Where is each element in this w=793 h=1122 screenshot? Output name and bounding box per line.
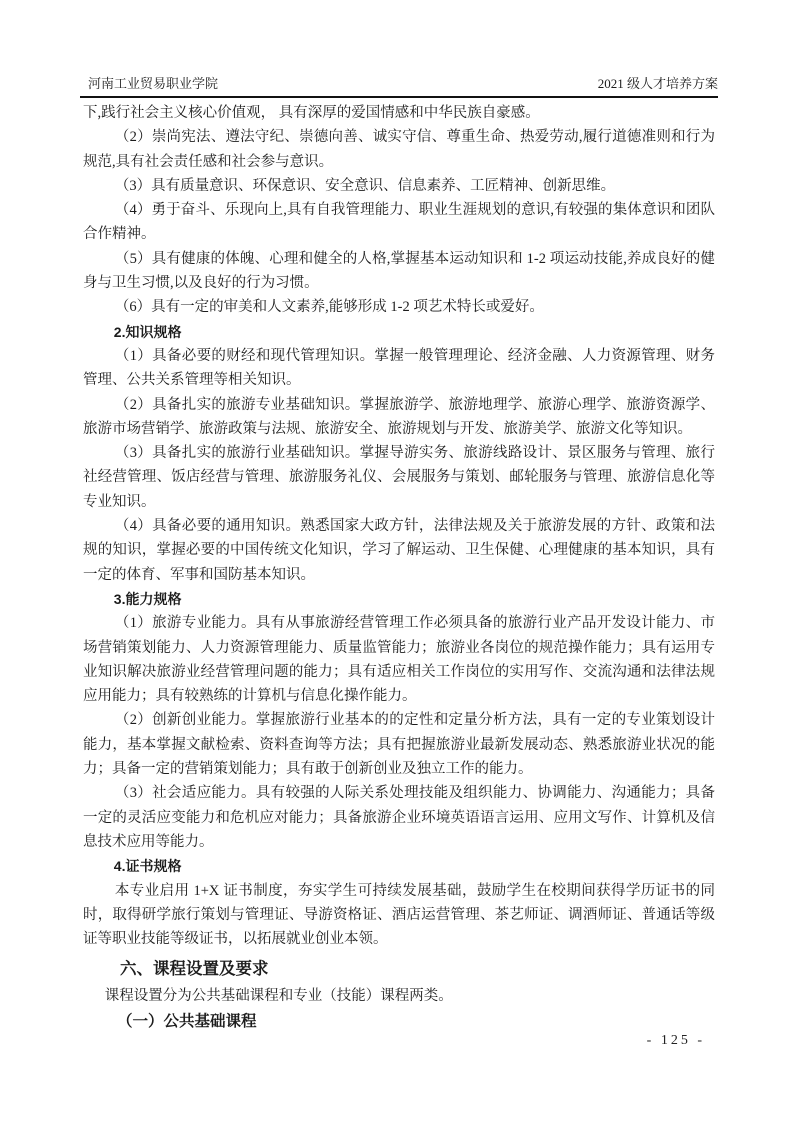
header-school-name: 河南工业贸易职业学院 <box>88 76 219 91</box>
body-paragraph: 课程设置分为公共基础课程和专业（技能）课程两类。 <box>104 988 453 1005</box>
document-body <box>83 101 715 1034</box>
body-paragraph: （6）具有一定的审美和人文素养,能够形成 1-2 项艺术特长或爱好。 <box>114 299 544 316</box>
body-paragraph: （2）具备扎实的旅游专业基础知识。掌握旅游学、旅游地理学、旅游心理学、旅游资源学、旅游市场营销学、旅游政策与法规、旅游安全、旅游规划与开发、旅游美学、旅游文化等知识。 <box>83 396 715 437</box>
body-paragraph: （3）社会适应能力。具有较强的人际关系处理技能及组织能力、协调能力、沟通能力；具备一定的灵活应变能力和危机应对能力；具备旅游企业环境英语语言运用、应用文写作、计算机及信息技术应用等能力。 <box>83 785 715 850</box>
body-paragraph: （4）具备必要的通用知识。熟悉国家大政方针，法律法规及关于旅游发展的方针、政策和法规的知识，掌握必要的中国传统文化知识，学习了解运动、卫生保健、心理健康的基本知识，具有一定的体育、军事和国防基本知识。 <box>83 518 715 583</box>
header-plan-title: 2021 级人才培养方案 <box>597 76 718 91</box>
subsection-heading: （一）公共基础课程 <box>117 1012 257 1030</box>
body-paragraph: 下,践行社会主义核心价值观， 具有深厚的爱国情感和中华民族自豪感。 <box>83 105 540 121</box>
page-number: - 125 - <box>646 1033 705 1048</box>
body-paragraph: 本专业启用 1+X 证书制度，夯实学生可持续发展基础，鼓励学生在校期间获得学历证书的同时，取得研学旅行策划与管理证、导游资格证、酒店运营管理、茶艺师证、调酒师证、普通话等级证等职业技能等级证书，以拓展就业创业本领。 <box>83 882 715 948</box>
page-header <box>80 73 718 98</box>
body-paragraph: （2）创新创业能力。掌握旅游行业基本的的定性和定量分析方法，具有一定的专业策划设计能力，基本掌握文献检索、资料查询等方法；具有把握旅游业最新发展动态、熟悉旅游业状况的能力；具备一定的营销策划能力；具有敢于创新创业及独立工作的能力。 <box>83 712 715 778</box>
body-paragraph: （2）崇尚宪法、遵法守纪、崇德向善、诚实守信、尊重生命、热爱劳动,履行道德准则和行为规范,具有社会责任感和社会参与意识。 <box>83 129 715 170</box>
body-paragraph: （3）具有质量意识、环保意识、安全意识、信息素养、工匠精神、创新思维。 <box>114 177 616 194</box>
body-paragraph: （5）具有健康的体魄、心理和健全的人格,掌握基本运动知识和 1-2 项运动技能,养成良好的健身与卫生习惯,以及良好的行为习惯。 <box>83 250 715 292</box>
body-paragraph: （4）勇于奋斗、乐现向上,具有自我管理能力、职业生涯规划的意识,有较强的集体意识和团队合作精神。 <box>83 202 715 243</box>
body-paragraph: （1）旅游专业能力。具有从事旅游经营管理工作必须具备的旅游行业产品开发设计能力、市场营销策划能力、人力资源管理能力、质量监管能力；旅游业各岗位的规范操作能力；具有运用专业知识解决旅游业经营管理问题的能力；具有适应相关工作岗位的实用写作、交流沟通和法律法规应用能力；具有较熟练的计算机与信息化操作能力。 <box>83 615 715 705</box>
body-paragraph: （1）具备必要的财经和现代管理知识。掌握一般管理理论、经济金融、人力资源管理、财务管理、公共关系管理等相关知识。 <box>83 347 715 389</box>
sub-heading: 4.证书规格 <box>113 858 182 875</box>
sub-heading: 3.能力规格 <box>113 590 182 607</box>
body-paragraph: （3）具备扎实的旅游行业基础知识。掌握导游实务、旅游线路设计、景区服务与管理、旅行社经营管理、饭店经营与管理、旅游服务礼仪、会展服务与策划、邮轮服务与管理、旅游信息化等专业知识。 <box>83 445 715 510</box>
section-heading: 六、课程设置及要求 <box>120 960 269 979</box>
sub-heading: 2.知识规格 <box>113 323 182 340</box>
